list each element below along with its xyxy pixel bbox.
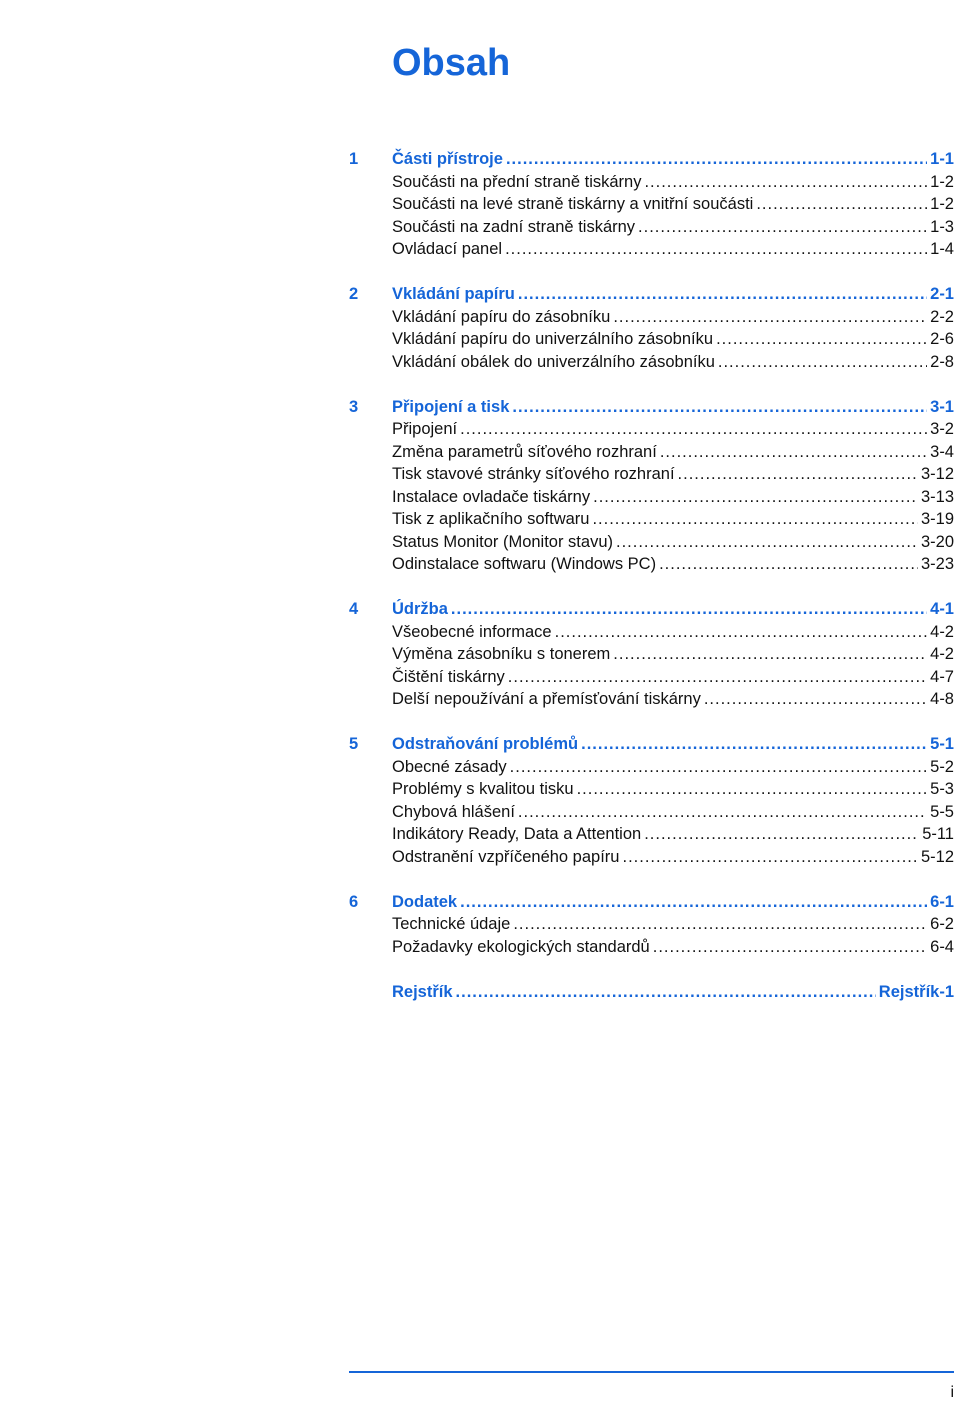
toc-section-entry[interactable] [0, 643, 960, 666]
dot-leader [518, 801, 927, 824]
toc-entry-page[interactable]: 3-1 [930, 397, 954, 416]
toc-section-entry[interactable] [0, 441, 960, 464]
toc-section-entry[interactable] [0, 688, 960, 711]
dot-leader [678, 463, 918, 486]
toc-entry-page[interactable]: 1-4 [930, 240, 954, 258]
toc-section-entry[interactable] [0, 823, 960, 846]
toc-entry-label[interactable]: Obecné zásady [392, 757, 507, 776]
dot-leader [460, 891, 927, 914]
toc-chapter-entry[interactable] [0, 283, 960, 306]
footer-rule [349, 1371, 954, 1373]
toc-section-entry[interactable] [0, 328, 960, 351]
toc-entry-page[interactable]: 3-19 [920, 510, 954, 528]
toc-entry-label[interactable]: Indikátory Ready, Data a Attention [392, 825, 642, 843]
toc-entry-page[interactable]: 2-6 [930, 330, 954, 348]
toc-entry-page[interactable]: 5-11 [922, 825, 954, 843]
toc-section-entry[interactable] [0, 238, 960, 261]
dot-leader [456, 981, 876, 1004]
dot-leader [616, 531, 918, 554]
toc-entry-page[interactable]: 1-2 [930, 195, 954, 213]
chapter-number: 2 [349, 285, 359, 303]
toc-chapter [0, 396, 960, 576]
toc-entry-label[interactable]: Připojení a tisk [392, 397, 510, 416]
toc-entry-label[interactable]: Vkládání obálek do univerzálního zásobníku [392, 352, 715, 371]
toc-entry-page[interactable]: 4-1 [930, 600, 954, 618]
toc-section-entry[interactable] [0, 756, 960, 779]
toc-entry-page[interactable]: 5-1 [930, 735, 954, 753]
toc-entry-page[interactable]: Rejstřík-1 [878, 982, 954, 1001]
dot-leader [505, 238, 927, 261]
toc-section-entry[interactable] [0, 418, 960, 441]
toc-section-entry[interactable] [0, 171, 960, 194]
toc-entry-page[interactable]: 4-2 [930, 622, 954, 641]
toc-chapter [0, 891, 960, 959]
table-of-contents [0, 148, 960, 1026]
dot-leader [659, 553, 918, 576]
toc-entry-page[interactable]: 4-7 [930, 667, 954, 686]
toc-entry-label[interactable]: Vkládání papíru do zásobníku [392, 307, 611, 326]
toc-entry-page[interactable]: 3-23 [920, 555, 954, 573]
dot-leader [506, 148, 927, 171]
toc-section-entry[interactable] [0, 531, 960, 554]
toc-entry-label[interactable]: Tisk stavové stránky síťového rozhraní [392, 465, 675, 483]
toc-entry-label[interactable]: Chybová hlášení [392, 802, 515, 821]
toc-entry-page[interactable]: 1-1 [930, 150, 954, 168]
toc-entry-label[interactable]: Delší nepoužívání a přemísťování tiskárny [392, 690, 701, 708]
toc-entry-label[interactable]: Požadavky ekologických standardů [392, 937, 650, 956]
dot-leader [660, 441, 927, 464]
page-number: i [950, 1384, 954, 1401]
toc-entry-page[interactable]: 3-13 [920, 487, 954, 506]
chapter-number: 3 [349, 397, 359, 416]
toc-chapter [0, 981, 960, 1004]
chapter-number: 5 [349, 735, 359, 753]
toc-section-entry[interactable] [0, 216, 960, 239]
toc-entry-label[interactable]: Připojení [392, 420, 458, 438]
toc-section-entry[interactable] [0, 913, 960, 936]
toc-entry-page[interactable]: 3-4 [930, 442, 954, 461]
dot-leader [613, 306, 927, 329]
toc-entry-label[interactable]: Ovládací panel [392, 240, 503, 258]
dot-leader [756, 193, 927, 216]
toc-entry-label[interactable]: Rejstřík [392, 982, 453, 1001]
toc-entry-label[interactable]: Technické údaje [392, 915, 511, 933]
page-title: Obsah [392, 42, 511, 84]
toc-chapter [0, 283, 960, 373]
toc-entry-label[interactable]: Součásti na zadní straně tiskárny [392, 217, 636, 236]
toc-entry-label[interactable]: Dodatek [392, 892, 458, 911]
toc-entry-label[interactable]: Problémy s kvalitou tisku [392, 780, 574, 798]
toc-section-entry[interactable] [0, 306, 960, 329]
dot-leader [555, 621, 928, 644]
toc-section-entry[interactable] [0, 666, 960, 689]
toc-chapter-entry[interactable] [0, 981, 960, 1004]
toc-entry-label[interactable]: Odstranění vzpříčeného papíru [392, 847, 620, 866]
toc-entry-page[interactable]: 2-1 [930, 285, 954, 303]
dot-leader [653, 936, 927, 959]
dot-leader [644, 823, 919, 846]
toc-entry-label[interactable]: Výměna zásobníku s tonerem [392, 645, 611, 663]
toc-entry-label[interactable]: Součásti na levé straně tiskárny a vnitřní součásti [392, 195, 754, 213]
toc-entry-label[interactable]: Status Monitor (Monitor stavu) [392, 532, 613, 551]
toc-section-entry[interactable] [0, 486, 960, 509]
dot-leader [638, 216, 927, 239]
toc-entry-page[interactable]: 6-4 [930, 937, 954, 956]
toc-section-entry[interactable] [0, 553, 960, 576]
toc-entry-page[interactable]: 6-2 [930, 915, 954, 933]
toc-entry-page[interactable]: 5-5 [930, 802, 954, 821]
dot-leader [513, 913, 927, 936]
toc-entry-page[interactable]: 3-20 [920, 532, 954, 551]
toc-chapter-entry[interactable] [0, 598, 960, 621]
dot-leader [716, 328, 927, 351]
dot-leader [510, 756, 927, 779]
dot-leader [508, 666, 927, 689]
toc-entry-page[interactable]: 1-3 [930, 217, 954, 236]
toc-entry-page[interactable]: 1-2 [930, 172, 954, 191]
dot-leader [613, 643, 927, 666]
toc-entry-label[interactable]: Vkládání papíru [392, 285, 515, 303]
toc-entry-label[interactable]: Odstraňování problémů [392, 735, 579, 753]
toc-entry-page[interactable]: 5-12 [920, 847, 954, 866]
toc-entry-page[interactable]: 3-2 [930, 420, 954, 438]
toc-entry-label[interactable]: Instalace ovladače tiskárny [392, 487, 591, 506]
dot-leader [577, 778, 928, 801]
chapter-number: 6 [349, 892, 359, 911]
chapter-number: 1 [349, 150, 359, 168]
toc-chapter-entry[interactable] [0, 396, 960, 419]
toc-section-entry[interactable] [0, 801, 960, 824]
toc-entry-page[interactable]: 5-3 [930, 780, 954, 798]
toc-section-entry[interactable] [0, 193, 960, 216]
toc-entry-label[interactable]: Údržba [392, 600, 448, 618]
dot-leader [592, 508, 918, 531]
toc-chapter [0, 598, 960, 711]
toc-entry-label[interactable]: Tisk z aplikačního softwaru [392, 510, 590, 528]
toc-chapter-entry[interactable] [0, 733, 960, 756]
toc-entry-label[interactable]: Odinstalace softwaru (Windows PC) [392, 555, 657, 573]
toc-entry-label[interactable]: Změna parametrů síťového rozhraní [392, 442, 657, 461]
toc-entry-label[interactable]: Všeobecné informace [392, 622, 552, 641]
toc-section-entry[interactable] [0, 936, 960, 959]
toc-entry-label[interactable]: Čištění tiskárny [392, 667, 505, 686]
dot-leader [451, 598, 927, 621]
dot-leader [581, 733, 927, 756]
dot-leader [718, 351, 927, 374]
toc-section-entry[interactable] [0, 621, 960, 644]
dot-leader [644, 171, 927, 194]
toc-entry-label[interactable]: Vkládání papíru do univerzálního zásobníku [392, 330, 714, 348]
toc-section-entry[interactable] [0, 778, 960, 801]
dot-leader [622, 846, 917, 869]
toc-entry-page[interactable]: 6-1 [930, 892, 954, 911]
toc-entry-page[interactable]: 2-8 [930, 352, 954, 371]
dot-leader [460, 418, 927, 441]
toc-entry-page[interactable]: 4-8 [930, 690, 954, 708]
dot-leader [518, 283, 927, 306]
toc-chapter [0, 733, 960, 868]
dot-leader [512, 396, 927, 419]
toc-section-entry[interactable] [0, 463, 960, 486]
toc-entry-page[interactable]: 5-2 [930, 757, 954, 776]
toc-entry-page[interactable]: 2-2 [930, 307, 954, 326]
toc-entry-label[interactable]: Součásti na přední straně tiskárny [392, 172, 642, 191]
toc-section-entry[interactable] [0, 351, 960, 374]
toc-entry-page[interactable]: 4-2 [930, 645, 954, 663]
dot-leader [593, 486, 918, 509]
toc-entry-label[interactable]: Části přístroje [392, 150, 503, 168]
toc-chapter-entry[interactable] [0, 148, 960, 171]
toc-chapter [0, 148, 960, 261]
toc-section-entry[interactable] [0, 508, 960, 531]
chapter-number: 4 [349, 600, 359, 618]
toc-entry-page[interactable]: 3-12 [920, 465, 954, 483]
toc-section-entry[interactable] [0, 846, 960, 869]
dot-leader [704, 688, 927, 711]
toc-chapter-entry[interactable] [0, 891, 960, 914]
